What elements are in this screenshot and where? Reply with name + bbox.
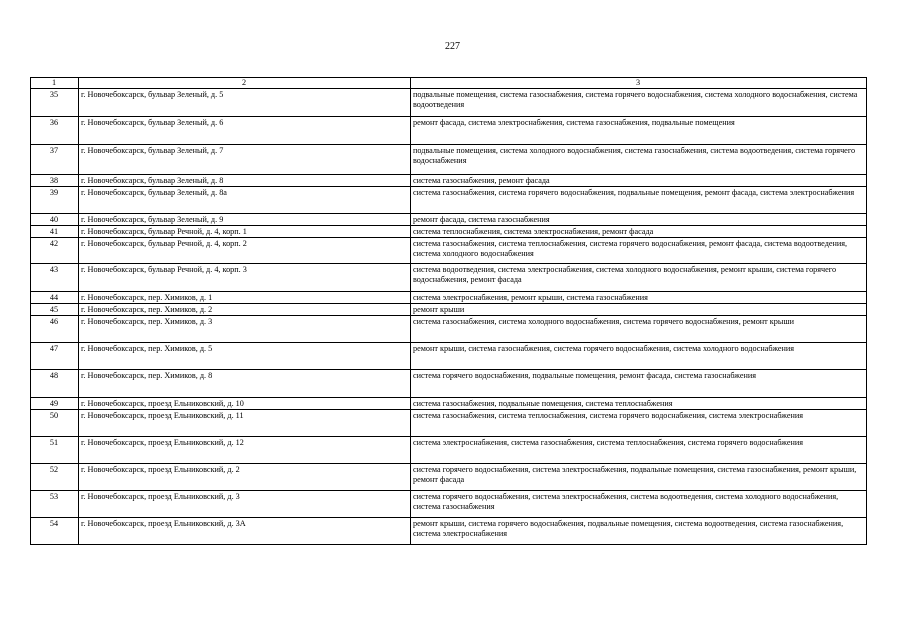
row-address: г. Новочебоксарск, проезд Ельниковский, д. 11 [79, 410, 411, 437]
row-works: ремонт фасада, система электроснабжения, система газоснабжения, подвальные помещения [411, 117, 867, 145]
row-address: г. Новочебоксарск, пер. Химиков, д. 3 [79, 316, 411, 343]
column-header-works: 3 [411, 78, 867, 89]
row-address: г. Новочебоксарск, бульвар Речной, д. 4, корп. 3 [79, 264, 411, 292]
row-works: система горячего водоснабжения, система электроснабжения, система водоотведения, система холодного водоснабжения, система газоснабжения [411, 491, 867, 518]
row-works: система газоснабжения, система теплоснабжения, система горячего водоснабжения, система электроснабжения [411, 410, 867, 437]
row-address: г. Новочебоксарск, бульвар Речной, д. 4, корп. 1 [79, 226, 411, 238]
row-number: 38 [31, 175, 79, 187]
row-address: г. Новочебоксарск, бульвар Зеленый, д. 6 [79, 117, 411, 145]
row-number: 50 [31, 410, 79, 437]
table-row [31, 226, 867, 238]
row-address: г. Новочебоксарск, бульвар Зеленый, д. 5 [79, 89, 411, 117]
row-address: г. Новочебоксарск, бульвар Зеленый, д. 7 [79, 145, 411, 175]
table-row [31, 117, 867, 145]
row-address: г. Новочебоксарск, бульвар Зеленый, д. 8а [79, 187, 411, 214]
row-number: 52 [31, 464, 79, 491]
row-number: 44 [31, 292, 79, 304]
table-row [31, 238, 867, 264]
row-number: 35 [31, 89, 79, 117]
row-number: 48 [31, 370, 79, 398]
row-works: система горячего водоснабжения, подвальные помещения, ремонт фасада, система газоснабжения [411, 370, 867, 398]
row-address: г. Новочебоксарск, бульвар Речной, д. 4, корп. 2 [79, 238, 411, 264]
buildings-table [30, 77, 867, 545]
row-works: система газоснабжения, система горячего водоснабжения, подвальные помещения, ремонт фасада, система электроснабжения [411, 187, 867, 214]
row-address: г. Новочебоксарск, проезд Ельниковский, д. 12 [79, 437, 411, 464]
row-works: система электроснабжения, система газоснабжения, система теплоснабжения, система горячего водоснабжения [411, 437, 867, 464]
row-works: подвальные помещения, система газоснабжения, система горячего водоснабжения, система холодного водоснабжения, система водоотведения [411, 89, 867, 117]
page-number: 227 [445, 41, 460, 52]
row-address: г. Новочебоксарск, проезд Ельниковский, д. 3А [79, 518, 411, 545]
row-works: система водоотведения, система электроснабжения, система холодного водоснабжения, ремонт крыши, система горячего водоснабжения, ремонт фасада [411, 264, 867, 292]
row-number: 49 [31, 398, 79, 410]
row-works: система газоснабжения, подвальные помещения, система теплоснабжения [411, 398, 867, 410]
row-address: г. Новочебоксарск, проезд Ельниковский, д. 10 [79, 398, 411, 410]
row-works: ремонт фасада, система газоснабжения [411, 214, 867, 226]
row-address: г. Новочебоксарск, бульвар Зеленый, д. 8 [79, 175, 411, 187]
table-row [31, 518, 867, 545]
row-number: 54 [31, 518, 79, 545]
row-works: система газоснабжения, ремонт фасада [411, 175, 867, 187]
row-works: ремонт крыши [411, 304, 867, 316]
row-number: 41 [31, 226, 79, 238]
row-number: 39 [31, 187, 79, 214]
row-number: 40 [31, 214, 79, 226]
row-number: 43 [31, 264, 79, 292]
table-header-row [31, 78, 867, 89]
table-row [31, 343, 867, 370]
row-address: г. Новочебоксарск, пер. Химиков, д. 1 [79, 292, 411, 304]
row-works: система газоснабжения, система теплоснабжения, система горячего водоснабжения, ремонт фасада, система водоотведения, система холодного водоснабжения [411, 238, 867, 264]
row-works: ремонт крыши, система газоснабжения, система горячего водоснабжения, система холодного водоснабжения [411, 343, 867, 370]
row-number: 51 [31, 437, 79, 464]
table-row [31, 89, 867, 117]
column-header-address: 2 [79, 78, 411, 89]
row-works: система газоснабжения, система холодного водоснабжения, система горячего водоснабжения, ремонт крыши [411, 316, 867, 343]
table-row [31, 145, 867, 175]
table-row [31, 175, 867, 187]
table-row [31, 464, 867, 491]
row-works: система теплоснабжения, система электроснабжения, ремонт фасада [411, 226, 867, 238]
row-number: 47 [31, 343, 79, 370]
row-number: 36 [31, 117, 79, 145]
row-works: подвальные помещения, система холодного водоснабжения, система газоснабжения, система водоотведения, система горячего водоснабжения [411, 145, 867, 175]
row-works: система горячего водоснабжения, система электроснабжения, подвальные помещения, система газоснабжения, ремонт крыши, ремонт фасада [411, 464, 867, 491]
row-address: г. Новочебоксарск, проезд Ельниковский, д. 3 [79, 491, 411, 518]
row-address: г. Новочебоксарск, пер. Химиков, д. 2 [79, 304, 411, 316]
row-number: 45 [31, 304, 79, 316]
row-address: г. Новочебоксарск, проезд Ельниковский, д. 2 [79, 464, 411, 491]
table-row [31, 187, 867, 214]
table-row [31, 316, 867, 343]
column-header-number: 1 [31, 78, 79, 89]
table-row [31, 370, 867, 398]
row-address: г. Новочебоксарск, бульвар Зеленый, д. 9 [79, 214, 411, 226]
row-works: ремонт крыши, система горячего водоснабжения, подвальные помещения, система водоотведения, система газоснабжения, система электроснабжения [411, 518, 867, 545]
row-number: 37 [31, 145, 79, 175]
row-number: 53 [31, 491, 79, 518]
table-row [31, 292, 867, 304]
table-row [31, 304, 867, 316]
row-works: система электроснабжения, ремонт крыши, система газоснабжения [411, 292, 867, 304]
table-row [31, 491, 867, 518]
row-address: г. Новочебоксарск, пер. Химиков, д. 5 [79, 343, 411, 370]
row-address: г. Новочебоксарск, пер. Химиков, д. 8 [79, 370, 411, 398]
row-number: 46 [31, 316, 79, 343]
table-row [31, 264, 867, 292]
table-row [31, 214, 867, 226]
row-number: 42 [31, 238, 79, 264]
table-row [31, 398, 867, 410]
table-row [31, 410, 867, 437]
table-row [31, 437, 867, 464]
